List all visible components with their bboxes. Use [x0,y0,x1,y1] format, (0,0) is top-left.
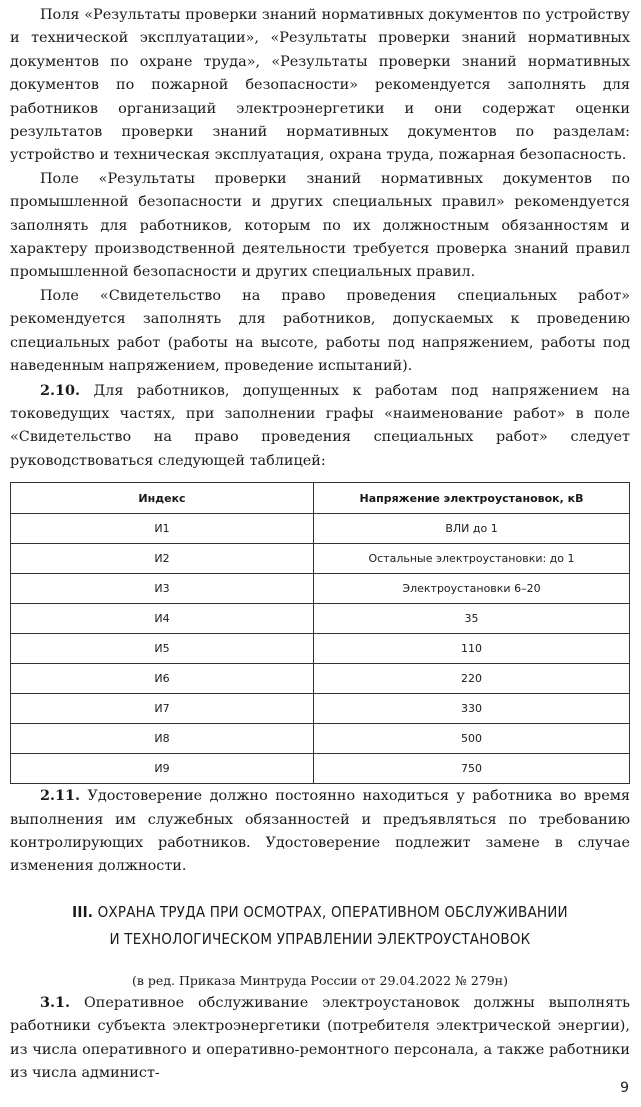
table-cell-voltage: 500 [314,724,630,754]
table-header-voltage: Напряжение электроустановок, кВ [314,483,630,514]
clause-2-10 [10,379,630,474]
document-page [10,4,630,1085]
table-cell-index: И8 [11,724,314,754]
section-title-line-2: И ТЕХНОЛОГИЧЕСКОМ УПРАВЛЕНИИ ЭЛЕКТРОУСТАНОВОК [109,929,531,948]
table-cell-index: И6 [11,664,314,694]
table-row [11,544,630,574]
table-cell-index: И1 [11,514,314,544]
clause-text: Удостоверение должно постоянно находиться у работника во время выполнения им служебных обязанностей и предъявляться по требованию контролирующих работников. Удостоверение подлежит замене в случае изменения должности. [10,788,630,875]
table-header-row [11,483,630,514]
table-cell-index: И4 [11,604,314,634]
table-cell-index: И5 [11,634,314,664]
table-row [11,604,630,634]
table-cell-voltage: Электроустановки 6–20 [314,574,630,604]
clause-text: Для работников, допущенных к работам под напряжением на токоведущих частях, при заполнении графы «наименование работ» в поле «Свидетельство на право проведения специальных работ» следует руководствоваться следующей таблицей: [10,382,630,469]
paragraph-results-fields: Поля «Результаты проверки знаний нормативных документов по устройству и технической эксплуатации», «Результаты проверки знаний нормативных документов по охране труда», «Результаты проверки знаний нормативных документов по пожарной безопасности» рекомендуется заполнять для работников организаций электроэнергетики и они содержат оценки результатов проверки знаний нормативных документов по разделам: устройство и техническая эксплуатация, охрана труда, пожарная безопасность. [10,7,630,164]
section-heading [10,899,630,953]
table-cell-voltage: Остальные электроустановки: до 1 [314,544,630,574]
section-number: III. [72,902,94,921]
table-cell-index: И3 [11,574,314,604]
table-cell-voltage: ВЛИ до 1 [314,514,630,544]
table-row [11,574,630,604]
clause-3-1 [10,991,630,1086]
table-row [11,724,630,754]
clause-text: Оперативное обслуживание электроустановок должны выполнять работники субъекта электроэнергетики (потребителя электрической энергии), из числа оперативного и оперативно-ремонтного персонала, а также работники из числа админист- [10,994,630,1081]
clause-number: 2.10. [40,381,81,399]
table-row [11,514,630,544]
table-cell-voltage: 110 [314,634,630,664]
clause-2-11 [10,784,630,879]
table-cell-index: И2 [11,544,314,574]
table-cell-index: И9 [11,754,314,784]
paragraph-special-works: Поле «Свидетельство на право проведения специальных работ» рекомендуется заполнять для работников, допускаемых к проведению специальных работ (работы на высоте, работы под напряжением, работы под наведенным напряжением, проведение испытаний). [10,287,630,375]
clause-number: 3.1. [40,993,71,1011]
table-cell-voltage: 330 [314,694,630,724]
amendment-note: (в ред. Приказа Минтруда России от 29.04.2022 № 279н) [132,972,508,988]
table-cell-voltage: 220 [314,664,630,694]
table-header-index: Индекс [11,483,314,514]
table-row [11,634,630,664]
table-cell-index: И7 [11,694,314,724]
page-number: 9 [620,1080,629,1096]
table-cell-voltage: 35 [314,604,630,634]
section-title-line-1: III. ОХРАНА ТРУДА ПРИ ОСМОТРАХ, ОПЕРАТИВНОМ ОБСЛУЖИВАНИИ [72,902,568,921]
table-row [11,754,630,784]
table-row [11,664,630,694]
paragraph-industrial-safety: Поле «Результаты проверки знаний нормативных документов по промышленной безопасности и других специальных правил» рекомендуется заполнять для работников, которым по их должностным обязанностям и характеру производственной деятельности требуется проверка знаний правил промышленной безопасности и других специальных правил. [10,170,630,281]
table-cell-voltage: 750 [314,754,630,784]
clause-number: 2.11. [40,787,81,805]
voltage-index-table [10,482,630,784]
table-row [11,694,630,724]
